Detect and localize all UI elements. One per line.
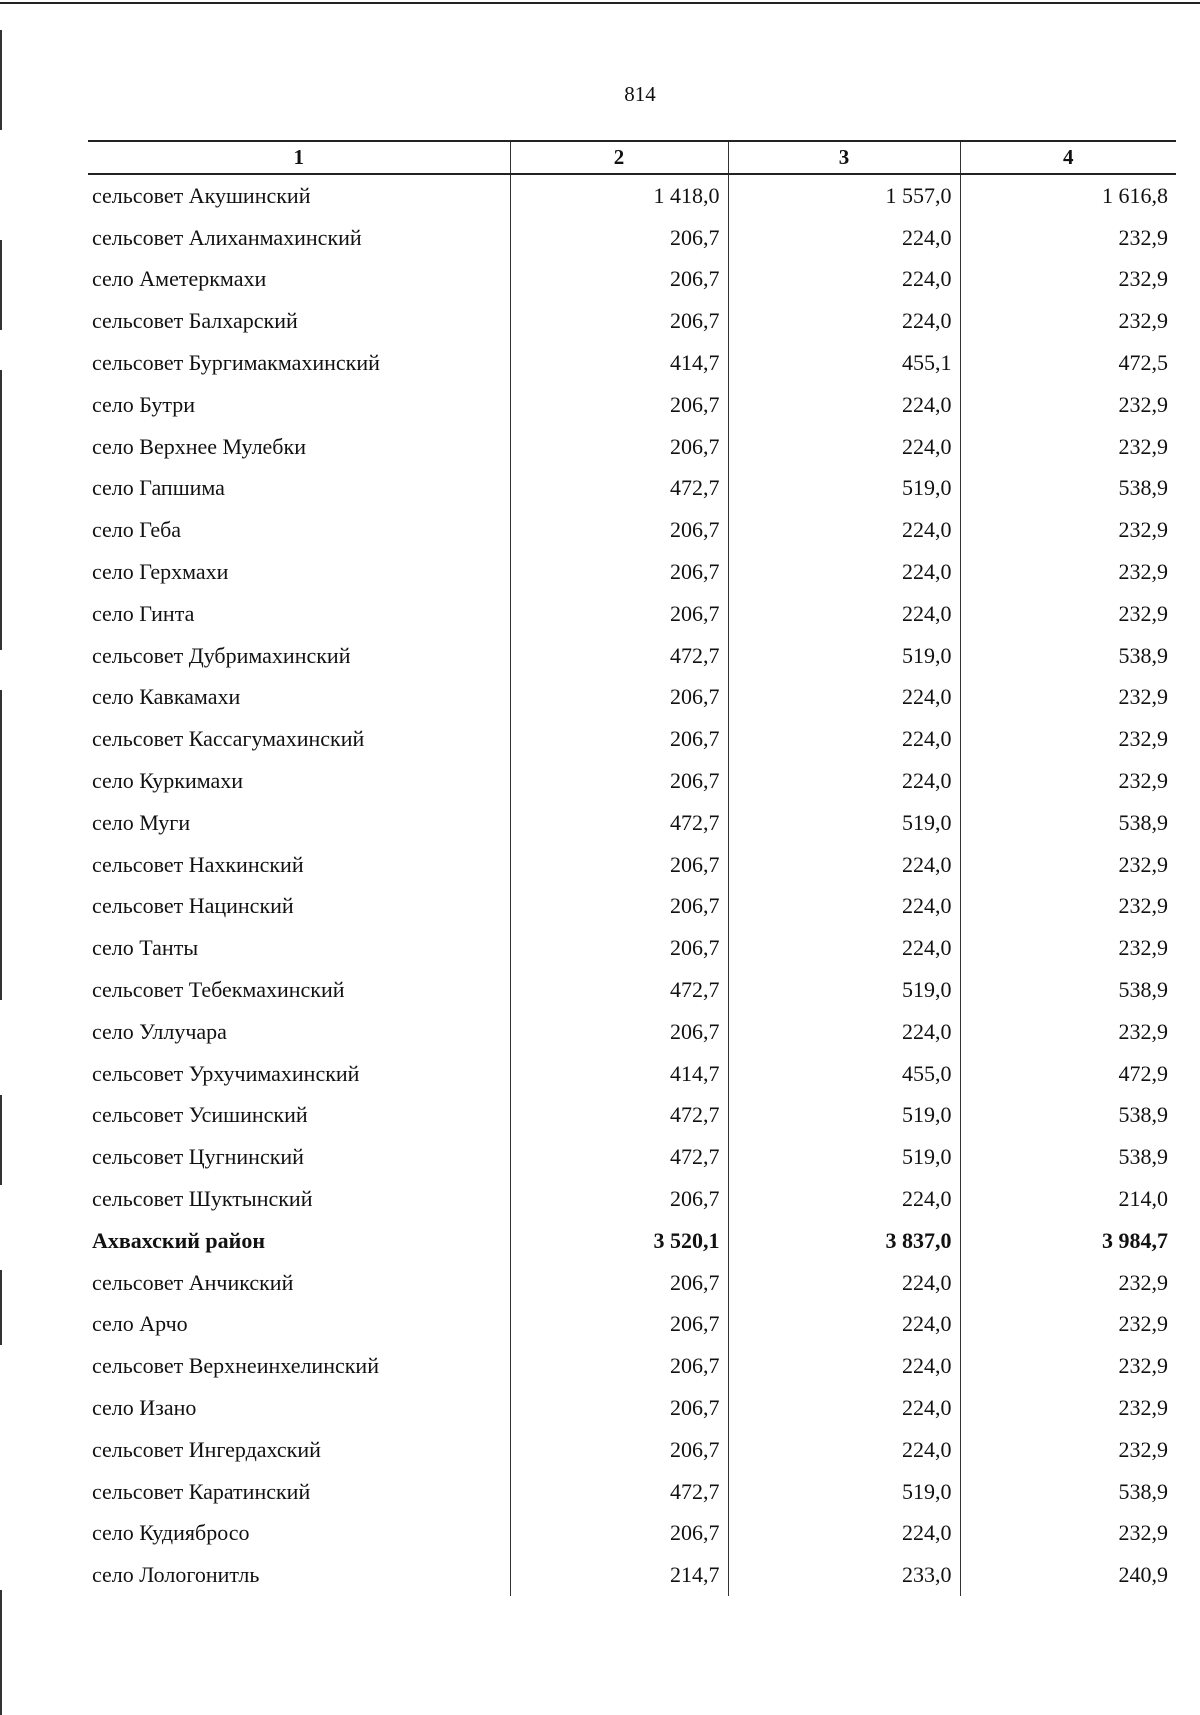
scan-edge-mark xyxy=(0,240,2,330)
settlement-name-cell: село Аметеркмахи xyxy=(92,266,267,292)
data-table xyxy=(88,140,1176,1596)
scan-edge-mark xyxy=(0,370,2,650)
table-row xyxy=(88,1095,1176,1137)
table-row xyxy=(88,1513,1176,1555)
table-row xyxy=(88,1471,1176,1513)
settlement-name-cell: сельсовет Урхучимахинский xyxy=(92,1060,360,1086)
table-row xyxy=(88,551,1176,593)
settlement-name-cell: сельсовет Бургимакмахинский xyxy=(92,350,380,376)
settlement-name-cell: сельсовет Ингердахский xyxy=(92,1436,321,1462)
value-cell-col4: 232,9 xyxy=(960,677,1176,719)
value-cell-col4: 232,9 xyxy=(960,1011,1176,1053)
value-cell-col4: 232,9 xyxy=(960,551,1176,593)
value-cell-col3: 224,0 xyxy=(728,1345,960,1387)
value-cell-col2: 206,7 xyxy=(510,1345,728,1387)
value-cell-col2: 206,7 xyxy=(510,426,728,468)
table-row xyxy=(88,468,1176,510)
district-total-row xyxy=(88,1220,1176,1262)
table-row xyxy=(88,1429,1176,1471)
value-cell-col4: 232,9 xyxy=(960,259,1176,301)
table-row xyxy=(88,1304,1176,1346)
value-cell-col3: 224,0 xyxy=(728,1011,960,1053)
column-header-1: 1 xyxy=(88,141,510,174)
value-cell-col2: 414,7 xyxy=(510,342,728,384)
settlement-name-cell: сельсовет Кассагумахинский xyxy=(92,726,365,752)
value-cell-col3: 224,0 xyxy=(728,1387,960,1429)
settlement-name-cell: сельсовет Балхарский xyxy=(92,308,298,334)
value-cell-col3: 224,0 xyxy=(728,1178,960,1220)
value-cell-col4: 232,9 xyxy=(960,1429,1176,1471)
value-cell-col3: 1 557,0 xyxy=(728,174,960,217)
value-cell-col4: 232,9 xyxy=(960,844,1176,886)
table-row xyxy=(88,384,1176,426)
table-header-row xyxy=(88,141,1176,174)
value-cell-col2: 414,7 xyxy=(510,1053,728,1095)
value-cell-col4: 232,9 xyxy=(960,1387,1176,1429)
value-cell-col4: 538,9 xyxy=(960,1095,1176,1137)
table-row xyxy=(88,593,1176,635)
value-cell-col4: 3 984,7 xyxy=(960,1220,1176,1262)
column-header-4: 4 xyxy=(960,141,1176,174)
settlement-name-cell: село Кавкамахи xyxy=(92,684,241,710)
value-cell-col3: 519,0 xyxy=(728,969,960,1011)
value-cell-col2: 472,7 xyxy=(510,1136,728,1178)
value-cell-col2: 206,7 xyxy=(510,844,728,886)
settlement-name-cell: село Бутри xyxy=(92,391,196,417)
value-cell-col3: 224,0 xyxy=(728,551,960,593)
settlement-name-cell: село Арчо xyxy=(92,1311,188,1337)
page-number: 814 xyxy=(624,82,656,106)
table-row xyxy=(88,802,1176,844)
settlement-name-cell: село Куркимахи xyxy=(92,768,244,794)
settlement-name-cell: село Изано xyxy=(92,1395,197,1420)
value-cell-col4: 214,0 xyxy=(960,1178,1176,1220)
value-cell-col4: 232,9 xyxy=(960,1304,1176,1346)
settlement-name-cell: сельсовет Каратинский xyxy=(92,1478,311,1504)
value-cell-col2: 1 418,0 xyxy=(510,174,728,217)
settlement-name-cell: село Муги xyxy=(92,809,191,835)
settlement-name-cell: сельсовет Тебекмахинский xyxy=(92,977,345,1003)
value-cell-col3: 519,0 xyxy=(728,1136,960,1178)
table-row xyxy=(88,1011,1176,1053)
settlement-name-cell: село Геба xyxy=(92,517,182,543)
value-cell-col4: 538,9 xyxy=(960,635,1176,677)
value-cell-col4: 232,9 xyxy=(960,593,1176,635)
settlement-name-cell: сельсовет Акушинский xyxy=(92,182,311,208)
value-cell-col4: 538,9 xyxy=(960,1471,1176,1513)
table-row xyxy=(88,635,1176,677)
settlement-name-cell: село Герхмахи xyxy=(92,559,229,585)
settlement-name-cell: сельсовет Нахкинский xyxy=(92,851,304,877)
value-cell-col4: 232,9 xyxy=(960,1345,1176,1387)
value-cell-col2: 472,7 xyxy=(510,635,728,677)
table-row xyxy=(88,342,1176,384)
value-cell-col2: 206,7 xyxy=(510,1178,728,1220)
value-cell-col3: 224,0 xyxy=(728,844,960,886)
value-cell-col2: 206,7 xyxy=(510,593,728,635)
table-row xyxy=(88,1554,1176,1596)
scan-edge-mark xyxy=(0,1095,2,1185)
settlement-name-cell: сельсовет Цугнинский xyxy=(92,1144,304,1170)
settlement-name-cell: село Уллучара xyxy=(92,1018,227,1044)
value-cell-col2: 206,7 xyxy=(510,300,728,342)
value-cell-col2: 206,7 xyxy=(510,384,728,426)
value-cell-col2: 206,7 xyxy=(510,1513,728,1555)
value-cell-col2: 206,7 xyxy=(510,1429,728,1471)
settlement-name-cell: сельсовет Нацинский xyxy=(92,893,294,919)
column-header-2: 2 xyxy=(510,141,728,174)
value-cell-col2: 472,7 xyxy=(510,468,728,510)
settlement-name-cell: сельсовет Дубримахинский xyxy=(92,642,351,668)
settlement-name-cell: село Гапшима xyxy=(92,475,225,501)
scan-edge-mark xyxy=(0,690,2,1000)
table-row xyxy=(88,1345,1176,1387)
value-cell-col4: 232,9 xyxy=(960,217,1176,259)
value-cell-col4: 232,9 xyxy=(960,300,1176,342)
value-cell-col3: 224,0 xyxy=(728,718,960,760)
value-cell-col4: 472,5 xyxy=(960,342,1176,384)
value-cell-col4: 472,9 xyxy=(960,1053,1176,1095)
value-cell-col3: 519,0 xyxy=(728,1095,960,1137)
value-cell-col2: 206,7 xyxy=(510,1262,728,1304)
settlement-name-cell: сельсовет Усишинский xyxy=(92,1102,308,1128)
value-cell-col2: 206,7 xyxy=(510,1011,728,1053)
table-row xyxy=(88,1262,1176,1304)
value-cell-col2: 206,7 xyxy=(510,927,728,969)
settlement-name-cell: село Танты xyxy=(92,935,199,961)
settlement-name-cell: сельсовет Анчикский xyxy=(92,1269,294,1295)
value-cell-col2: 3 520,1 xyxy=(510,1220,728,1262)
settlement-name-cell: Ахвахский район xyxy=(92,1227,266,1253)
value-cell-col3: 519,0 xyxy=(728,802,960,844)
value-cell-col3: 224,0 xyxy=(728,886,960,928)
value-cell-col4: 232,9 xyxy=(960,1262,1176,1304)
settlement-name-cell: село Верхнее Мулебки xyxy=(92,433,306,459)
settlement-name-cell: сельсовет Шуктынский xyxy=(92,1186,313,1212)
top-border-line xyxy=(0,2,1200,4)
value-cell-col3: 3 837,0 xyxy=(728,1220,960,1262)
value-cell-col4: 240,9 xyxy=(960,1554,1176,1596)
value-cell-col3: 224,0 xyxy=(728,1262,960,1304)
settlement-name-cell: село Гинта xyxy=(92,600,195,626)
value-cell-col2: 206,7 xyxy=(510,259,728,301)
table-row xyxy=(88,426,1176,468)
table-row xyxy=(88,927,1176,969)
column-header-3: 3 xyxy=(728,141,960,174)
value-cell-col4: 232,9 xyxy=(960,384,1176,426)
value-cell-col2: 206,7 xyxy=(510,509,728,551)
value-cell-col4: 232,9 xyxy=(960,760,1176,802)
value-cell-col4: 538,9 xyxy=(960,802,1176,844)
table-row xyxy=(88,509,1176,551)
table-body xyxy=(88,174,1176,1596)
value-cell-col3: 455,1 xyxy=(728,342,960,384)
value-cell-col3: 224,0 xyxy=(728,509,960,551)
value-cell-col2: 206,7 xyxy=(510,886,728,928)
value-cell-col2: 206,7 xyxy=(510,551,728,593)
value-cell-col2: 472,7 xyxy=(510,1095,728,1137)
scan-edge-mark xyxy=(0,1590,2,1715)
table-row xyxy=(88,1387,1176,1429)
table-row xyxy=(88,174,1176,217)
table-row xyxy=(88,1178,1176,1220)
value-cell-col2: 206,7 xyxy=(510,760,728,802)
table-row xyxy=(88,844,1176,886)
table-row xyxy=(88,886,1176,928)
value-cell-col3: 224,0 xyxy=(728,1429,960,1471)
value-cell-col3: 455,0 xyxy=(728,1053,960,1095)
table-row xyxy=(88,718,1176,760)
value-cell-col4: 1 616,8 xyxy=(960,174,1176,217)
settlement-name-cell: сельсовет Алиханмахинский xyxy=(92,224,362,250)
value-cell-col2: 472,7 xyxy=(510,1471,728,1513)
value-cell-col2: 206,7 xyxy=(510,718,728,760)
value-cell-col3: 519,0 xyxy=(728,635,960,677)
value-cell-col4: 232,9 xyxy=(960,927,1176,969)
value-cell-col3: 224,0 xyxy=(728,300,960,342)
settlement-name-cell: село Кудиябросо xyxy=(92,1520,250,1546)
table-row xyxy=(88,677,1176,719)
value-cell-col3: 224,0 xyxy=(728,426,960,468)
table-row xyxy=(88,300,1176,342)
value-cell-col4: 232,9 xyxy=(960,886,1176,928)
value-cell-col4: 538,9 xyxy=(960,1136,1176,1178)
value-cell-col3: 224,0 xyxy=(728,259,960,301)
value-cell-col2: 206,7 xyxy=(510,1304,728,1346)
value-cell-col4: 232,9 xyxy=(960,1513,1176,1555)
value-cell-col3: 519,0 xyxy=(728,1471,960,1513)
table-row xyxy=(88,259,1176,301)
value-cell-col3: 224,0 xyxy=(728,1513,960,1555)
value-cell-col4: 232,9 xyxy=(960,509,1176,551)
value-cell-col3: 224,0 xyxy=(728,384,960,426)
value-cell-col3: 224,0 xyxy=(728,927,960,969)
value-cell-col3: 233,0 xyxy=(728,1554,960,1596)
scan-edge-mark xyxy=(0,1270,2,1345)
value-cell-col4: 538,9 xyxy=(960,468,1176,510)
scan-edge-mark xyxy=(0,30,2,130)
value-cell-col3: 224,0 xyxy=(728,760,960,802)
value-cell-col3: 224,0 xyxy=(728,1304,960,1346)
value-cell-col3: 224,0 xyxy=(728,677,960,719)
value-cell-col2: 206,7 xyxy=(510,217,728,259)
value-cell-col2: 214,7 xyxy=(510,1554,728,1596)
table-row xyxy=(88,217,1176,259)
value-cell-col2: 206,7 xyxy=(510,677,728,719)
value-cell-col2: 472,7 xyxy=(510,969,728,1011)
value-cell-col2: 472,7 xyxy=(510,802,728,844)
table-row xyxy=(88,1053,1176,1095)
value-cell-col3: 224,0 xyxy=(728,217,960,259)
settlement-name-cell: сельсовет Верхнеинхелинский xyxy=(92,1353,379,1379)
value-cell-col4: 538,9 xyxy=(960,969,1176,1011)
table-row xyxy=(88,969,1176,1011)
value-cell-col3: 519,0 xyxy=(728,468,960,510)
value-cell-col4: 232,9 xyxy=(960,718,1176,760)
value-cell-col3: 224,0 xyxy=(728,593,960,635)
value-cell-col2: 206,7 xyxy=(510,1387,728,1429)
table-row xyxy=(88,1136,1176,1178)
settlement-name-cell: село Лологонитль xyxy=(92,1562,260,1588)
value-cell-col4: 232,9 xyxy=(960,426,1176,468)
table-row xyxy=(88,760,1176,802)
